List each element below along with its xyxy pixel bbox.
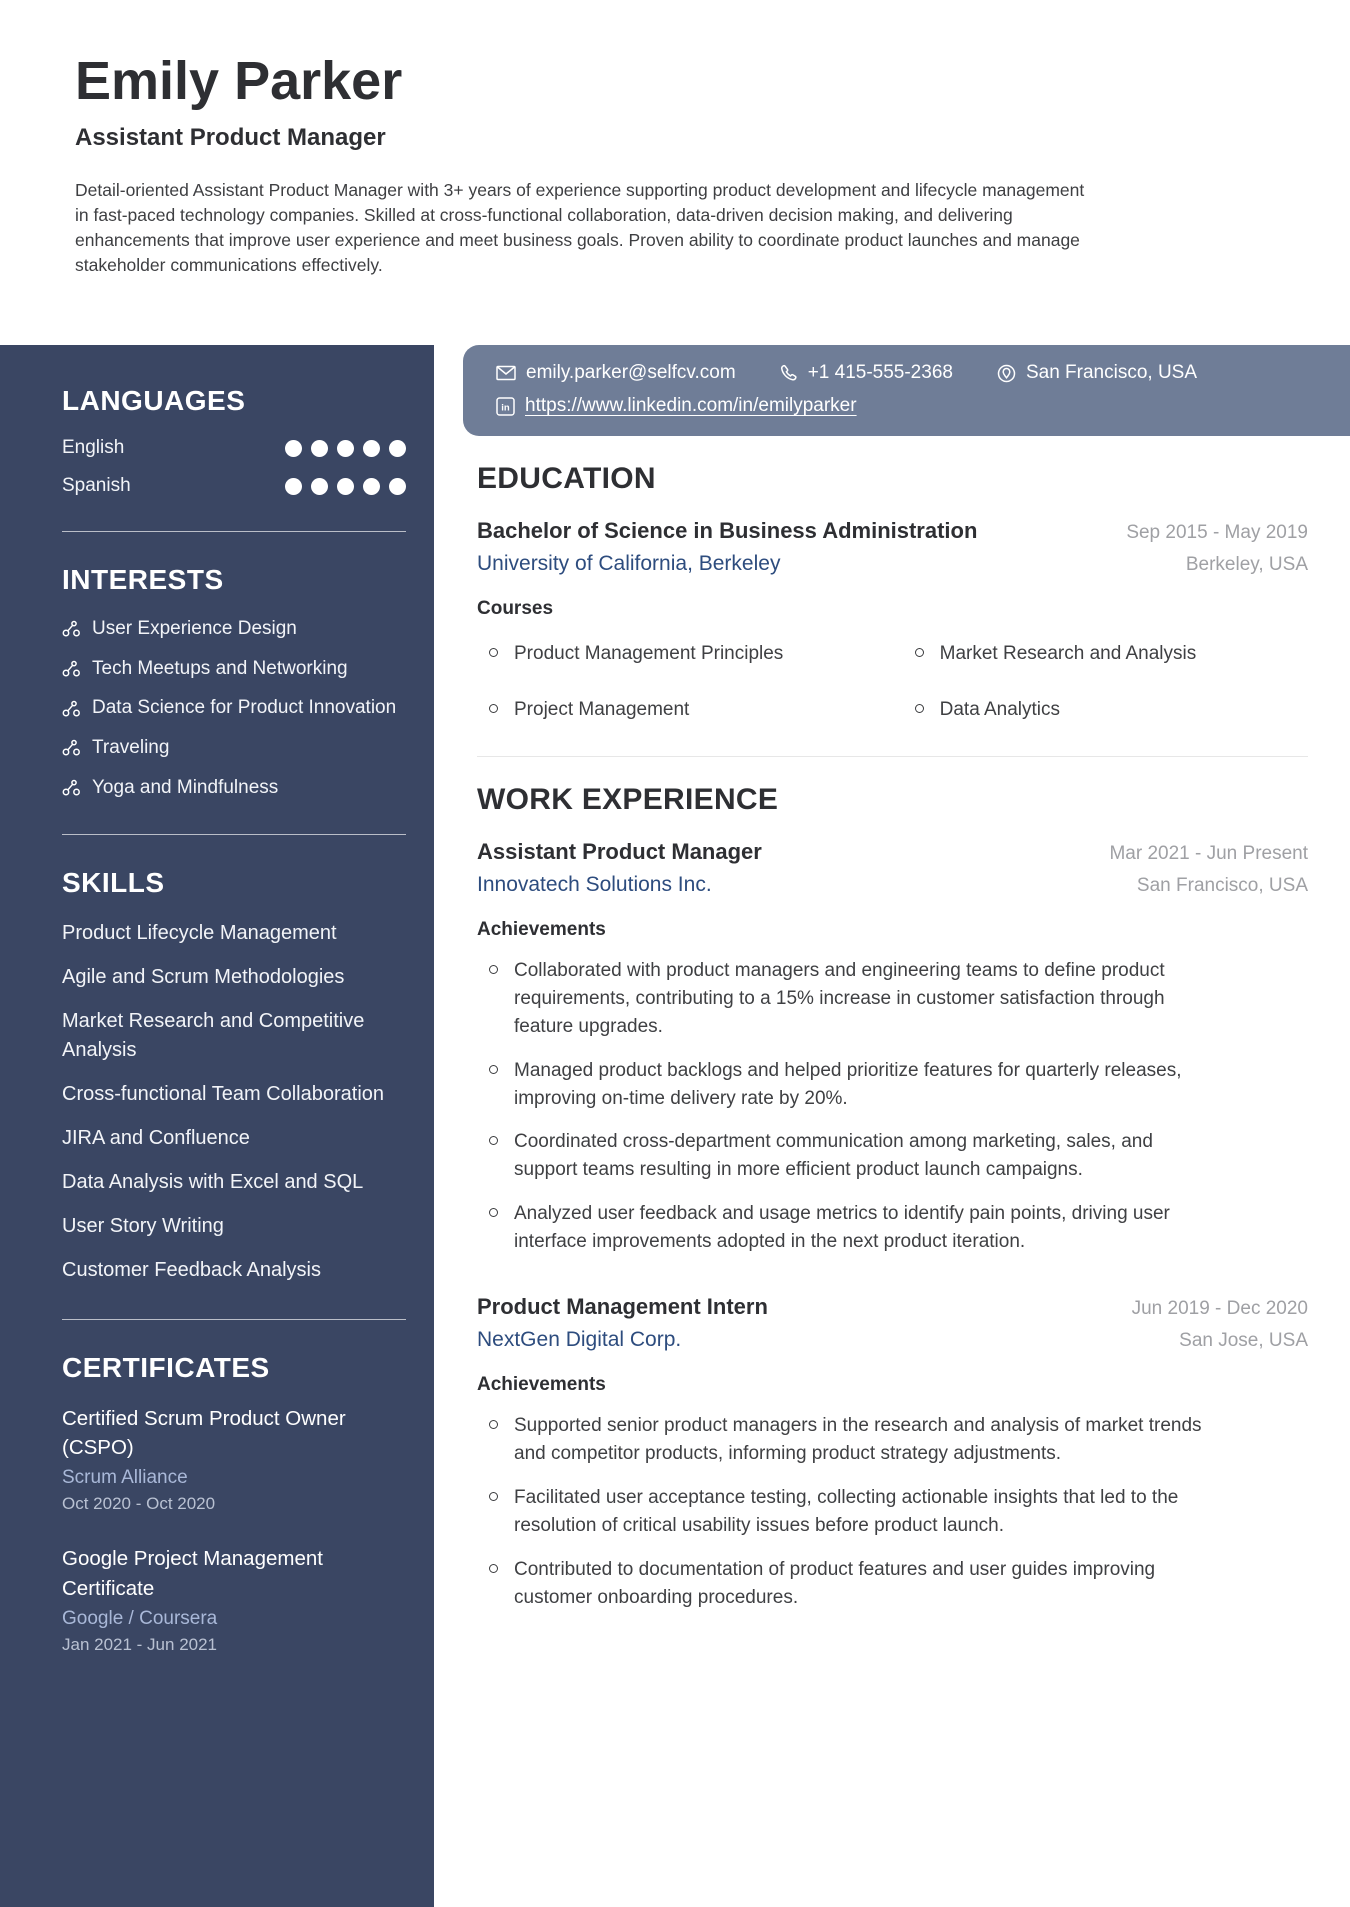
interest-item (62, 775, 406, 801)
degree-title: Bachelor of Science in Business Administration (477, 518, 978, 543)
interest-label: Yoga and Mindfulness (92, 776, 279, 798)
skill-item: Cross-functional Team Collaboration (62, 1083, 385, 1106)
course-text: Market Research and Analysis (939, 643, 1197, 664)
achievement-item (477, 1200, 1207, 1256)
phone-icon (780, 364, 798, 382)
job-entry (477, 839, 1308, 1256)
achievement-item (477, 1128, 1207, 1184)
job-title: Assistant Product Manager (477, 838, 762, 864)
company-name: NextGen Digital Corp. (477, 1328, 682, 1352)
language-row (62, 475, 406, 497)
linkedin-icon (496, 397, 515, 416)
contact-location (997, 362, 1197, 384)
interest-item (62, 735, 406, 761)
job-location: San Jose, USA (1179, 1330, 1308, 1352)
achievement-text: Coordinated cross-department communication among marketing, sales, and support teams resulting in more efficient product launch campaigns. (514, 1131, 1153, 1181)
main-content (434, 436, 1350, 1612)
experience-heading: WORK EXPERIENCE (477, 782, 779, 816)
sidebar (0, 345, 434, 1907)
achievements-list (477, 957, 1308, 1256)
job-dates: Jun 2019 - Dec 2020 (1131, 1298, 1308, 1320)
interest-label: User Experience Design (92, 618, 297, 639)
achievements-list (477, 1412, 1308, 1612)
contact-phone (780, 362, 953, 384)
molecule-icon (62, 660, 81, 677)
job-title-row (477, 839, 1308, 865)
achievement-text: Contributed to documentation of product features and user guides improving customer onboarding procedures. (514, 1558, 1156, 1608)
school-name: University of California, Berkeley (477, 552, 781, 575)
achievement-text: Collaborated with product managers and engineering teams to define product requirements, contributing to a 15% increase in customer satisfaction through feature upgrades. (514, 959, 1165, 1037)
sidebar-divider (62, 1319, 406, 1320)
achievement-item (477, 1057, 1207, 1113)
skill-item: Agile and Scrum Methodologies (62, 966, 345, 989)
contact-row (496, 395, 1322, 417)
certificate-item (62, 1544, 406, 1654)
contact-row (496, 362, 1322, 384)
skill-item: JIRA and Confluence (62, 1127, 250, 1150)
molecule-icon (62, 700, 81, 717)
contact-bar (463, 345, 1350, 436)
language-level-dots (285, 440, 406, 457)
certificate-issuer: Scrum Alliance (62, 1467, 188, 1489)
main-column (434, 345, 1350, 1612)
sidebar-divider (62, 531, 406, 532)
contact-email (496, 362, 736, 384)
achievements-label: Achievements (477, 918, 606, 940)
job-org-row (477, 865, 1308, 897)
job-org-row (477, 1320, 1308, 1352)
job-title: Product Management Intern (477, 1294, 768, 1320)
language-row (62, 437, 406, 459)
course-text: Product Management Principles (514, 643, 784, 664)
interest-label: Data Science for Product Innovation (92, 697, 397, 719)
course-text: Project Management (514, 698, 690, 720)
language-level-dots (285, 478, 406, 495)
contact-phone-text: +1 415-555-2368 (807, 362, 953, 383)
profile-summary: Detail-oriented Assistant Product Manager with 3+ years of experience supporting product development and lifecycle management in fast-paced technology companies. Skilled at cross-functional collaboration, data-driven decision making, and delivering enhancements that improve user experience and meet business goals. Proven ability to coordinate product launches and manage stakeholder communications effectively. (75, 180, 1085, 275)
interest-item (62, 656, 406, 682)
achievement-item (477, 957, 1207, 1041)
certificate-dates: Oct 2020 - Oct 2020 (62, 1494, 216, 1514)
molecule-icon (62, 779, 81, 796)
course-item (477, 696, 903, 724)
achievement-item (477, 1484, 1207, 1540)
skill-item: Product Lifecycle Management (62, 922, 337, 945)
education-title-row (477, 518, 1308, 544)
person-job-title: Assistant Product Manager (75, 124, 386, 151)
section-divider (477, 756, 1308, 757)
job-title-row (477, 1294, 1308, 1320)
education-location: Berkeley, USA (1185, 554, 1308, 575)
course-item (903, 696, 1308, 724)
language-name: Spanish (62, 475, 131, 496)
certificate-name: Google Project Management Certificate (62, 1547, 323, 1600)
skill-item: Market Research and Competitive Analysis (62, 1010, 365, 1062)
education-org-row (477, 544, 1308, 576)
contact-email-text: emily.parker@selfcv.com (526, 362, 736, 383)
molecule-icon (62, 739, 81, 756)
contact-linkedin (496, 395, 857, 417)
course-item (903, 640, 1308, 668)
achievement-text: Managed product backlogs and helped prioritize features for quarterly releases, improving on-time delivery rate by 20%. (514, 1059, 1182, 1109)
person-name: Emily Parker (75, 51, 403, 111)
certificate-name: Certified Scrum Product Owner (CSPO) (62, 1407, 346, 1460)
resume-header (0, 0, 1350, 277)
achievement-text: Analyzed user feedback and usage metrics to identify pain points, driving user interface improvements adopted in the next product iteration. (514, 1203, 1170, 1253)
languages-heading: LANGUAGES (62, 385, 246, 416)
certificate-dates: Jan 2021 - Jun 2021 (62, 1634, 218, 1654)
achievement-item (477, 1412, 1207, 1468)
linkedin-link[interactable]: https://www.linkedin.com/in/emilyparker (525, 395, 857, 416)
achievement-text: Facilitated user acceptance testing, collecting actionable insights that led to the resolution of critical usability issues before product launch. (514, 1486, 1179, 1536)
job-location: San Francisco, USA (1136, 874, 1308, 896)
achievement-text: Supported senior product managers in the research and analysis of market trends and competitor products, informing product strategy adjustments. (514, 1415, 1202, 1465)
sidebar-divider (62, 834, 406, 835)
skill-item: Customer Feedback Analysis (62, 1259, 322, 1282)
certificate-item (62, 1404, 406, 1514)
courses-label: Courses (477, 598, 554, 619)
course-text: Data Analytics (939, 698, 1061, 720)
achievement-item (477, 1556, 1207, 1612)
interests-heading: INTERESTS (62, 564, 224, 595)
skill-item: Data Analysis with Excel and SQL (62, 1171, 364, 1194)
education-dates: Sep 2015 - May 2019 (1126, 522, 1308, 543)
svg-text:in: in (501, 402, 510, 413)
skills-heading: SKILLS (62, 867, 165, 899)
interest-item (62, 616, 406, 642)
language-name: English (62, 437, 125, 458)
job-entry (477, 1294, 1308, 1612)
interest-label: Tech Meetups and Networking (92, 657, 348, 679)
envelope-icon (496, 365, 516, 381)
molecule-icon (62, 620, 81, 637)
certificate-issuer: Google / Coursera (62, 1607, 218, 1629)
course-item (477, 640, 903, 668)
education-entry (477, 518, 1308, 724)
contact-location-text: San Francisco, USA (1025, 362, 1198, 383)
certificates-heading: CERTIFICATES (62, 1352, 270, 1384)
achievements-label: Achievements (477, 1374, 606, 1396)
courses-grid (477, 640, 1308, 724)
interest-label: Traveling (92, 736, 170, 758)
company-name: Innovatech Solutions Inc. (477, 872, 712, 896)
education-heading: EDUCATION (477, 462, 656, 495)
interest-item (62, 695, 406, 721)
skill-item: User Story Writing (62, 1215, 224, 1238)
job-dates: Mar 2021 - Jun Present (1109, 842, 1308, 864)
location-pin-icon (997, 364, 1016, 383)
